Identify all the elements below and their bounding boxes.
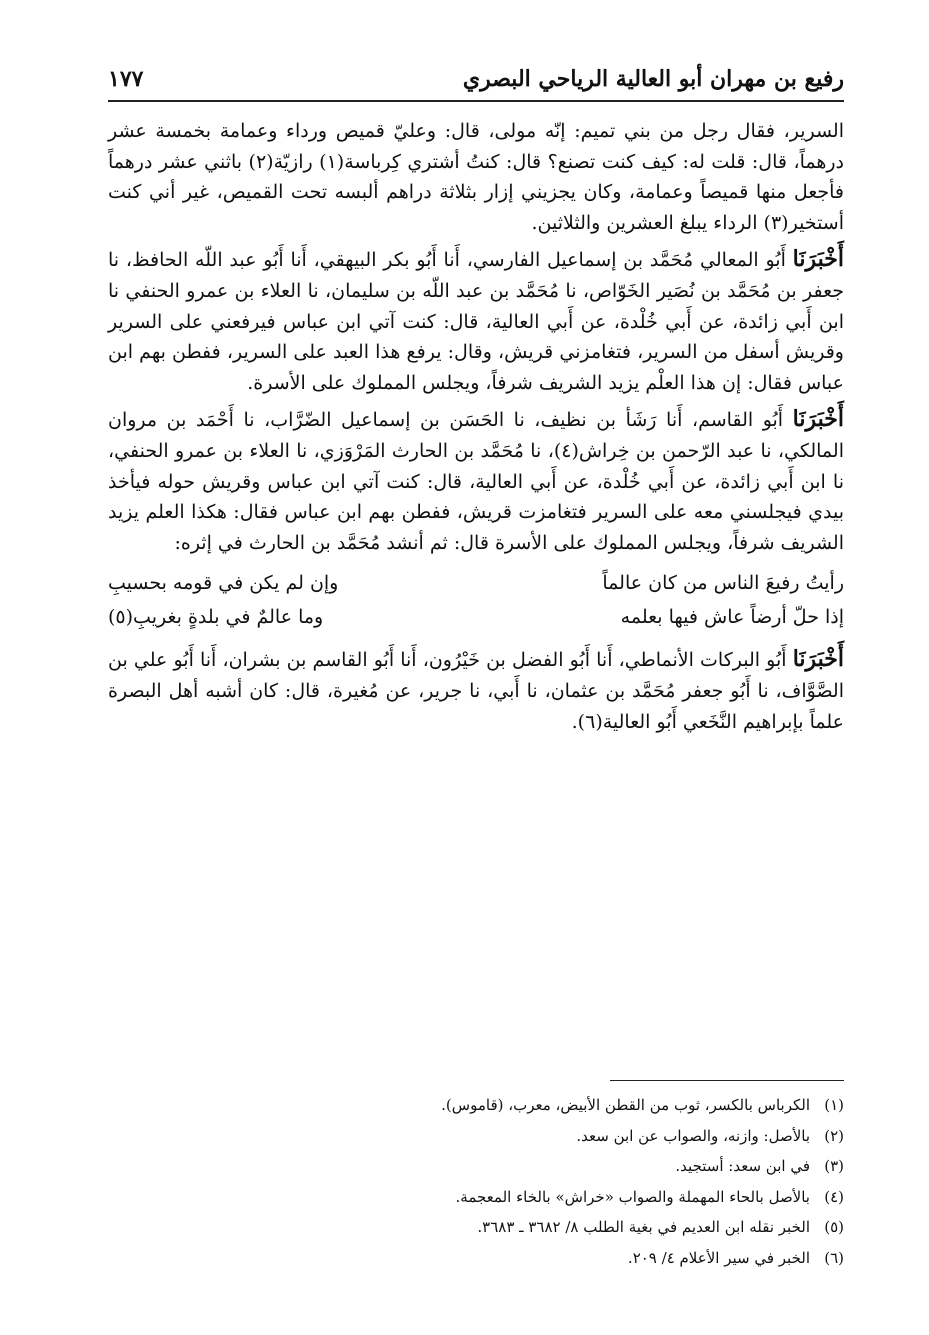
footnote <box>320 1212 844 1243</box>
paragraph-lead: أَخْبَرَنَا <box>792 406 844 433</box>
verse-second-hemistich: وما عالمٌ في بلدةٍ بغريبِ(٥) <box>108 606 324 629</box>
poem-verse <box>108 566 844 600</box>
paragraph-3 <box>108 404 844 558</box>
footnote-number: (٢) <box>824 1126 844 1145</box>
poem <box>108 566 844 634</box>
paragraph-2 <box>108 244 844 398</box>
footnote-number: (٣) <box>824 1157 844 1175</box>
paragraph-text: أَبُو القاسم، أَنا رَشَأ بن نظيف، نا الحَسَن بن إسماعيل الضّرَّاب، نا أَحْمَد بن مروان المالكي، نا عبد الرّحمن بن خِراش(٤)، نا مُحَمَّد بن الحارث المَرْوَزي، نا العلاء بن عمرو الحنفي، نا ابن أَبي زائدة، عن أَبي خُلْدة، عن أَبي العالية، قال: كنت آتي ابن عباس وقريش حوله فيأخذ بيدي فيجلسني معه على السرير فتغامزت قريش، ففطن بهم ابن عباس فقال: هكذا العلم يزيد الشريف شرفاً، ويجلس المملوك على الأسرة قال: ثم أنشد مُحَمَّد بن الحارث في إثره: <box>108 409 844 554</box>
poem-verse <box>108 600 844 634</box>
footnote <box>320 1243 844 1274</box>
footnote <box>320 1182 844 1213</box>
running-title: رفيع بن مهران أبو العالية الرياحي البصري <box>462 66 844 92</box>
footnotes <box>320 1090 844 1273</box>
page-number: ١٧٧ <box>108 66 144 92</box>
footnote-number: (٥) <box>824 1218 844 1236</box>
verse-first-hemistich: رأيتُ رفيعَ الناس من كان عالماً <box>602 572 844 595</box>
footnote <box>320 1121 844 1152</box>
footnote-number: (٦) <box>824 1248 844 1267</box>
footnote <box>320 1151 844 1182</box>
footnote-number: (٤) <box>824 1187 844 1206</box>
paragraph-lead: أَخْبَرَنَا <box>792 246 844 273</box>
footnote-text: الخبر نقله ابن العديم في بغية الطلب ٨/ ٣٦٨٢ ـ ٣٦٨٣. <box>477 1218 810 1236</box>
footnote-number: (١) <box>824 1096 844 1114</box>
verse-second-hemistich: وإن لم يكن في قومه بحسيبِ <box>108 572 339 595</box>
paragraph-lead: أَخْبَرَنَا <box>792 646 845 673</box>
footnote-text: بالأصل: وازنه، والصواب عن ابن سعد. <box>576 1126 810 1145</box>
footnote-text: في ابن سعد: أستجيد. <box>675 1157 810 1175</box>
paragraph-1 <box>108 116 844 238</box>
paragraph-text: أَبُو البركات الأنماطي، أَنا أَبُو الفضل بن خَيْرُون، أَنا أَبُو القاسم بن بشران، أَنا أَبُو علي بن الصَّوَّاف، نا أَبُو جعفر مُحَمَّد بن عثمان، نا أَبي، نا جرير، عن مُغيرة، قال: كان أشبه أهل البصرة علماً بإبراهيم النَّخَعي أَبُو العالية(٦). <box>108 649 844 733</box>
footnote-text: الكرباس بالكسر، ثوب من القطن الأبيض، معرب، (قاموس). <box>441 1096 810 1114</box>
footnote-rule <box>610 1080 844 1081</box>
header-rule <box>108 100 844 102</box>
paragraph-4 <box>108 644 844 737</box>
footnote-text: الخبر في سير الأعلام ٤/ ٢٠٩. <box>627 1248 810 1267</box>
paragraph-text: السرير، فقال رجل من بني تميم: إنّه مولى، قال: وعليّ قميص ورداء وعمامة بخمسة عشر درهماً، قال: قلت له: كيف كنت تصنع؟ قال: كنتُ أشتري كِرباسة(١) رازيّة(٢) باثني عشر درهماً فأجعل منها قميصاً وعمامة، وكان يجزيني إزار بثلاثة دراهم ألبسه تحت القميص، غير أني كنت أستخير(٣) الرداء يبلغ العشرين والثلاثين. <box>108 120 845 234</box>
page-header <box>108 62 844 102</box>
footnote-text: بالأصل بالحاء المهملة والصواب «خراش» بالخاء المعجمة. <box>455 1187 810 1206</box>
footnote <box>320 1090 844 1121</box>
main-text <box>108 116 844 737</box>
verse-first-hemistich: إذا حلّ أرضاً عاش فيها بعلمه <box>620 606 844 629</box>
paragraph-text: أَبُو المعالي مُحَمَّد بن إسماعيل الفارسي، أَنا أَبُو بكر البيهقي، أَنا أَبُو عبد اللّه الحافظ، نا جعفر بن مُحَمَّد بن نُصَير الخَوّاص، نا مُحَمَّد بن عبد اللّه بن سليمان، نا العلاء بن عمرو الحنفي نا ابن أَبي زائدة، عن أَبي خُلْدة، عن أَبي العالية، قال: كنت آتي ابن عباس فيرفعني على السرير وقريش أسفل من السرير، فتغامزني قريش، وقال: يرفع هذا العبد على السرير، ففطن بهم ابن عباس فقال: إن هذا العلْم يزيد الشريف شرفاً، ويجلس المملوك على الأسرة. <box>108 249 844 394</box>
